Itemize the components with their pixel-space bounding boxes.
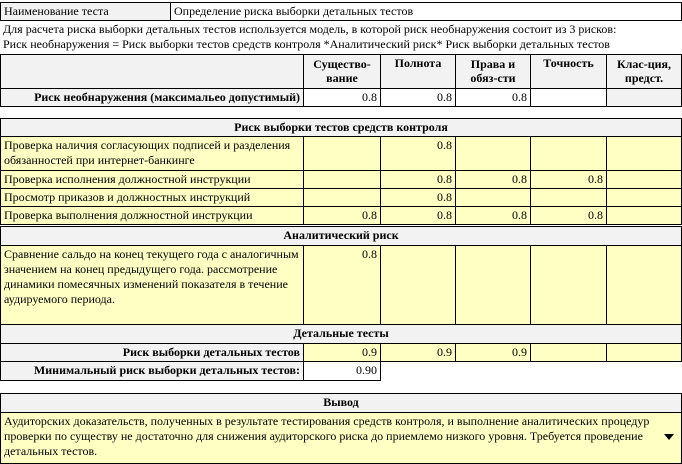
col-header-rights: Права и обяз-сти <box>455 54 531 89</box>
min-risk-label: Минимальный риск выборки детальных тестов: <box>0 361 304 381</box>
control-row-value[interactable] <box>303 188 381 207</box>
control-row-label: Проверка выполнения должностной инструкции <box>0 206 304 225</box>
control-row-value[interactable]: 0.8 <box>303 206 381 225</box>
control-row-value[interactable] <box>606 136 682 171</box>
intro-line-1: Для расчета риска выборки детальных тестов используется модель, в которой риск необнаружения состоит из 3 рисков: <box>3 22 617 36</box>
chevron-down-icon[interactable] <box>664 434 674 440</box>
sample-risk-value[interactable] <box>530 343 607 362</box>
control-row-value[interactable] <box>606 188 682 207</box>
detection-risk-value[interactable]: 0.8 <box>380 88 456 107</box>
control-row-value[interactable]: 0.8 <box>380 206 456 225</box>
conclusion-text[interactable]: Аудиторских доказательств, полученных в результате тестирования средств контроля, и выполнение аналитических процедур проверки по существу не достаточно для снижения аудиторского риска до приемлемо низкого уровня. Требуется проведение детальных тестов. <box>0 412 682 464</box>
analytic-row-value[interactable] <box>606 245 682 325</box>
control-row-value[interactable]: 0.8 <box>455 170 531 189</box>
control-row-label: Проверка исполнения должностной инструкции <box>0 170 304 189</box>
col-header-existence: Существо-вание <box>303 54 381 89</box>
test-name-value[interactable]: Определение риска выборки детальных тестов <box>170 2 682 21</box>
control-row-value[interactable] <box>455 136 531 171</box>
control-row-label: Проверка наличия согласующих подписей и разделения обязанностей при интернет-банкинге <box>0 136 304 171</box>
detection-risk-value <box>606 88 682 107</box>
control-row-value[interactable] <box>530 136 607 171</box>
control-row-label: Просмотр приказов и должностных инструкций <box>0 188 304 207</box>
detail-section-title: Детальные тесты <box>0 324 682 344</box>
col-header-completeness: Полнота <box>380 54 456 89</box>
control-row-value[interactable] <box>530 188 607 207</box>
control-row-value[interactable] <box>303 136 381 171</box>
sample-risk-value[interactable]: 0.9 <box>380 343 456 362</box>
control-row-value[interactable] <box>606 206 682 225</box>
control-row-value[interactable]: 0.8 <box>530 206 607 225</box>
detection-risk-value[interactable]: 0.8 <box>455 88 531 107</box>
control-row-value[interactable] <box>455 188 531 207</box>
test-name-label: Наименование теста <box>0 2 171 21</box>
header-blank <box>0 54 304 89</box>
sample-risk-value[interactable]: 0.9 <box>303 343 381 362</box>
analytic-row-value[interactable] <box>530 245 607 325</box>
intro-line-2: Риск необнаружения = Риск выборки тестов средств контроля *Аналитический риск* Риск выборки детальных тестов <box>3 37 610 51</box>
control-row-value[interactable]: 0.8 <box>530 170 607 189</box>
control-row-value[interactable] <box>606 170 682 189</box>
analytic-row-value[interactable]: 0.8 <box>303 245 381 325</box>
conclusion-title: Вывод <box>0 393 682 413</box>
detection-risk-label: Риск необнаружения (максимальео допустимый) <box>0 88 304 107</box>
min-risk-value: 0.90 <box>303 361 381 381</box>
analytic-section-title: Аналитический риск <box>0 226 682 246</box>
detection-risk-value[interactable] <box>530 88 607 107</box>
sample-risk-label: Риск выборки детальных тестов <box>0 343 304 362</box>
col-header-accuracy: Точность <box>530 54 607 89</box>
col-header-classification: Клас-ция, предст. <box>606 54 682 89</box>
control-row-value[interactable]: 0.8 <box>455 206 531 225</box>
analytic-row-value[interactable] <box>380 245 456 325</box>
sample-risk-value[interactable]: 0.9 <box>455 343 531 362</box>
control-row-value[interactable] <box>303 170 381 189</box>
control-row-value[interactable]: 0.8 <box>380 188 456 207</box>
control-row-value[interactable]: 0.8 <box>380 170 456 189</box>
sample-risk-value[interactable] <box>606 343 682 362</box>
detection-risk-value[interactable]: 0.8 <box>303 88 381 107</box>
controls-section-title: Риск выборки тестов средств контроля <box>0 118 682 137</box>
control-row-value[interactable]: 0.8 <box>380 136 456 171</box>
analytic-row-value[interactable] <box>455 245 531 325</box>
analytic-row-label: Сравнение сальдо на конец текущего года с аналогичным значением на конец предыдущего года. рассмотрение динамики помесячных изменений показателя в течение аудируемого периода. <box>0 245 304 325</box>
